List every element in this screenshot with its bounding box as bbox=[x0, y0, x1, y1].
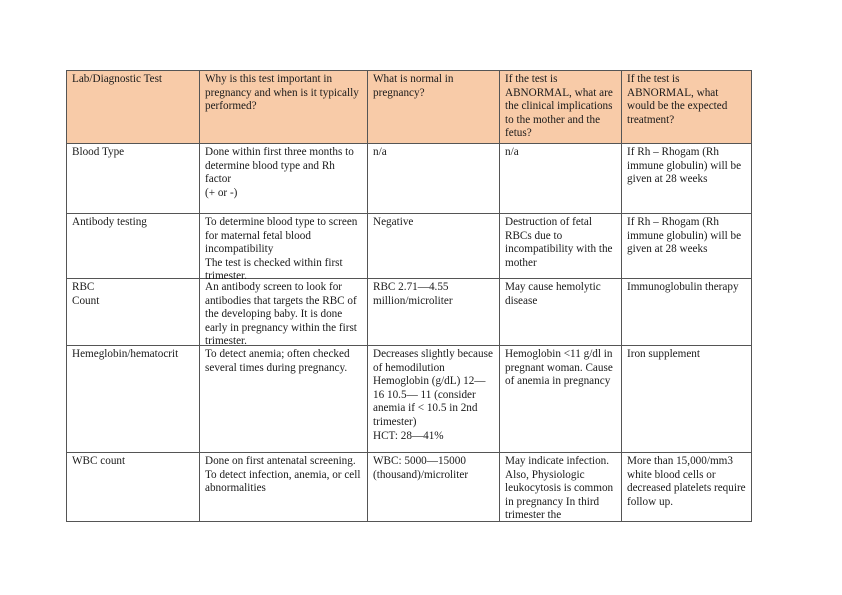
cell-test-name: RBC Count bbox=[67, 279, 200, 346]
cell-implications: Hemoglobin <11 g/dl in pregnant woman. Cause of anemia in pregnancy bbox=[500, 346, 622, 453]
cell-test-name: Antibody testing bbox=[67, 214, 200, 279]
header-lab-test: Lab/Diagnostic Test bbox=[67, 71, 200, 144]
cell-implications: May indicate infection. Also, Physiologic leukocytosis is common in pregnancy In third trimester the bbox=[500, 453, 622, 522]
cell-test-name: Blood Type bbox=[67, 144, 200, 214]
cell-why: To detect anemia; often checked several times during pregnancy. bbox=[200, 346, 368, 453]
cell-normal: Decreases slightly because of hemodilution Hemoglobin (g/dL) 12—16 10.5— 11 (consider anemia if < 10.5 in 2nd trimester) HCT: 28—41% bbox=[368, 346, 500, 453]
cell-normal: RBC 2.71—4.55 million/microliter bbox=[368, 279, 500, 346]
table-row bbox=[67, 279, 752, 346]
cell-normal: n/a bbox=[368, 144, 500, 214]
table-row bbox=[67, 214, 752, 279]
cell-treatment: If Rh – Rhogam (Rh immune globulin) will be given at 28 weeks bbox=[622, 214, 752, 279]
table-row bbox=[67, 453, 752, 522]
cell-why: An antibody screen to look for antibodies that targets the RBC of the developing baby. It is done early in pregnancy within the first trimester. bbox=[200, 279, 368, 346]
header-expected-treatment: If the test is ABNORMAL, what would be the expected treatment? bbox=[622, 71, 752, 144]
cell-normal: Negative bbox=[368, 214, 500, 279]
cell-test-name: Hemeglobin/hematocrit bbox=[67, 346, 200, 453]
table-row bbox=[67, 346, 752, 453]
header-normal-value: What is normal in pregnancy? bbox=[368, 71, 500, 144]
cell-why: Done on first antenatal screening. To detect infection, anemia, or cell abnormalities bbox=[200, 453, 368, 522]
table-row bbox=[67, 144, 752, 214]
cell-implications: Destruction of fetal RBCs due to incompatibility with the mother bbox=[500, 214, 622, 279]
lab-diagnostic-table bbox=[66, 70, 752, 522]
cell-treatment: If Rh – Rhogam (Rh immune globulin) will be given at 28 weeks bbox=[622, 144, 752, 214]
cell-why: To determine blood type to screen for maternal fetal blood incompatibility The test is checked within first trimester. bbox=[200, 214, 368, 279]
cell-treatment: Immunoglobulin therapy bbox=[622, 279, 752, 346]
cell-treatment: More than 15,000/mm3 white blood cells or decreased platelets require follow up. bbox=[622, 453, 752, 522]
cell-test-name: WBC count bbox=[67, 453, 200, 522]
cell-treatment: Iron supplement bbox=[622, 346, 752, 453]
cell-why: Done within first three months to determine blood type and Rh factor (+ or -) bbox=[200, 144, 368, 214]
header-clinical-implications: If the test is ABNORMAL, what are the clinical implications to the mother and the fetus? bbox=[500, 71, 622, 144]
cell-implications: May cause hemolytic disease bbox=[500, 279, 622, 346]
cell-normal: WBC: 5000—15000 (thousand)/microliter bbox=[368, 453, 500, 522]
header-why-important: Why is this test important in pregnancy and when is it typically performed? bbox=[200, 71, 368, 144]
cell-implications: n/a bbox=[500, 144, 622, 214]
table-header-row bbox=[67, 71, 752, 144]
